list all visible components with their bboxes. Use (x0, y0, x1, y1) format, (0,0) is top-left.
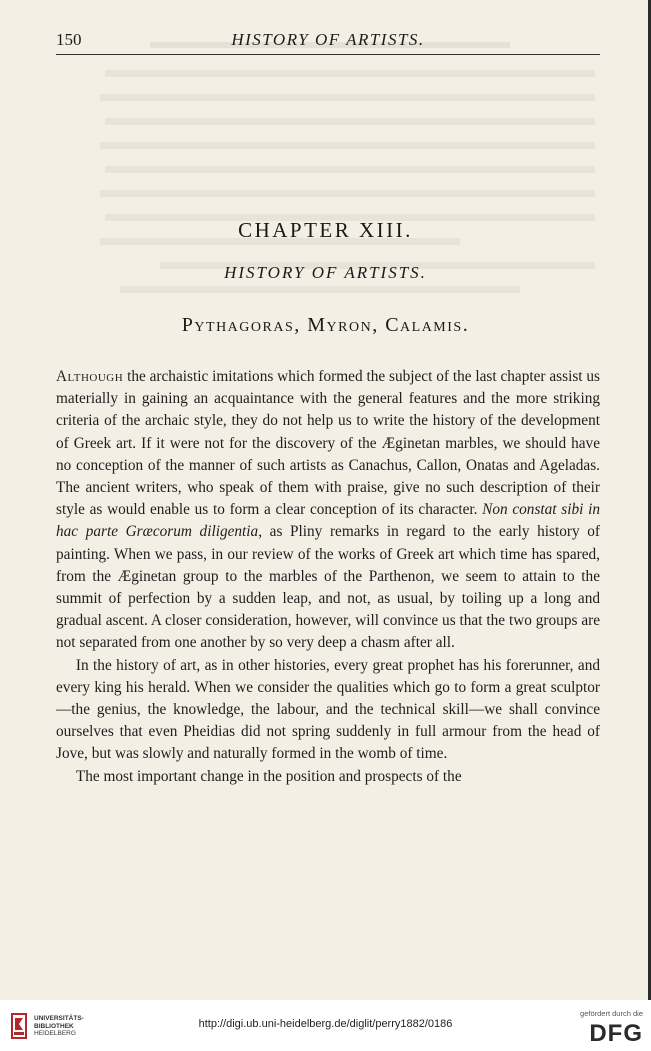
paragraph-3: The most important change in the position and prospects of the (75, 767, 462, 785)
library-name-line: UNIVERSITÄTS- (34, 1015, 84, 1022)
chapter-title: HISTORY OF ARTISTS. (224, 263, 427, 282)
paragraph-2: In the history of art, as in other histories, every great prophet has his forerunner, and every king his herald. When we consider the qualities which go to form a great sculptor—the genius, the knowledge, the labour, and the technical skill—we shall convince ourselves that even Pheidias did not spring suddenly in full armour from the head of Jove, but was slowly and naturally formed in the womb of time. (56, 656, 600, 763)
section-heading: Pythagoras, Myron, Calamis. (181, 314, 470, 336)
running-head-title: HISTORY OF ARTISTS. (231, 30, 425, 49)
source-url-link[interactable]: http://digi.ub.uni-heidelberg.de/diglit/perry1882/0186 (198, 1018, 453, 1030)
chapter-number: CHAPTER XIII. (238, 218, 413, 242)
library-name-line: HEIDELBERG (34, 1030, 76, 1037)
paragraph-1-text-a: the archaistic imitations which formed the subject of the last chapter assist us materially in gaining an acquaintance with the general features and the more striking criteria of the archaic style, they do not help us to write the history of the development of Greek art. If it were not for the discovery of the Æginetan marbles, we should have no conception of the manner of such artists as Canachus, Callon, Onatas and Ageladas. The ancient writers, who speak of them with praise, give no such description of their style as would enable us to form a clear conception of its character. (56, 368, 600, 519)
paragraph-lead-word: Although (56, 368, 124, 385)
page-number: 150 (56, 30, 82, 49)
paragraph-1 (56, 366, 600, 655)
dfg-logo: DFG (589, 1020, 643, 1047)
body-text (56, 366, 600, 788)
library-name-line: BIBLIOTHEK (34, 1022, 74, 1030)
digitization-footer (0, 1000, 651, 1051)
latin-quotation: Non constat sibi in hac parte Græcorum diligentia (56, 501, 600, 541)
sponsor-label: gefördert durch die (580, 1009, 643, 1018)
running-head (56, 28, 600, 55)
paragraph-1-text-b: , as Pliny remarks in regard to the early history of painting. When we pass, in our review of the works of Greek art which time has spared, from the Æginetan group to the marbles of the Parthenon, we seem to attain to the summit of perfection by a sudden leap, and not, as usual, by toiling up a long and gradual ascent. A closer consideration, however, will convince us that the two groups are not separated from one another by so very deep a chasm after all. (56, 523, 601, 652)
